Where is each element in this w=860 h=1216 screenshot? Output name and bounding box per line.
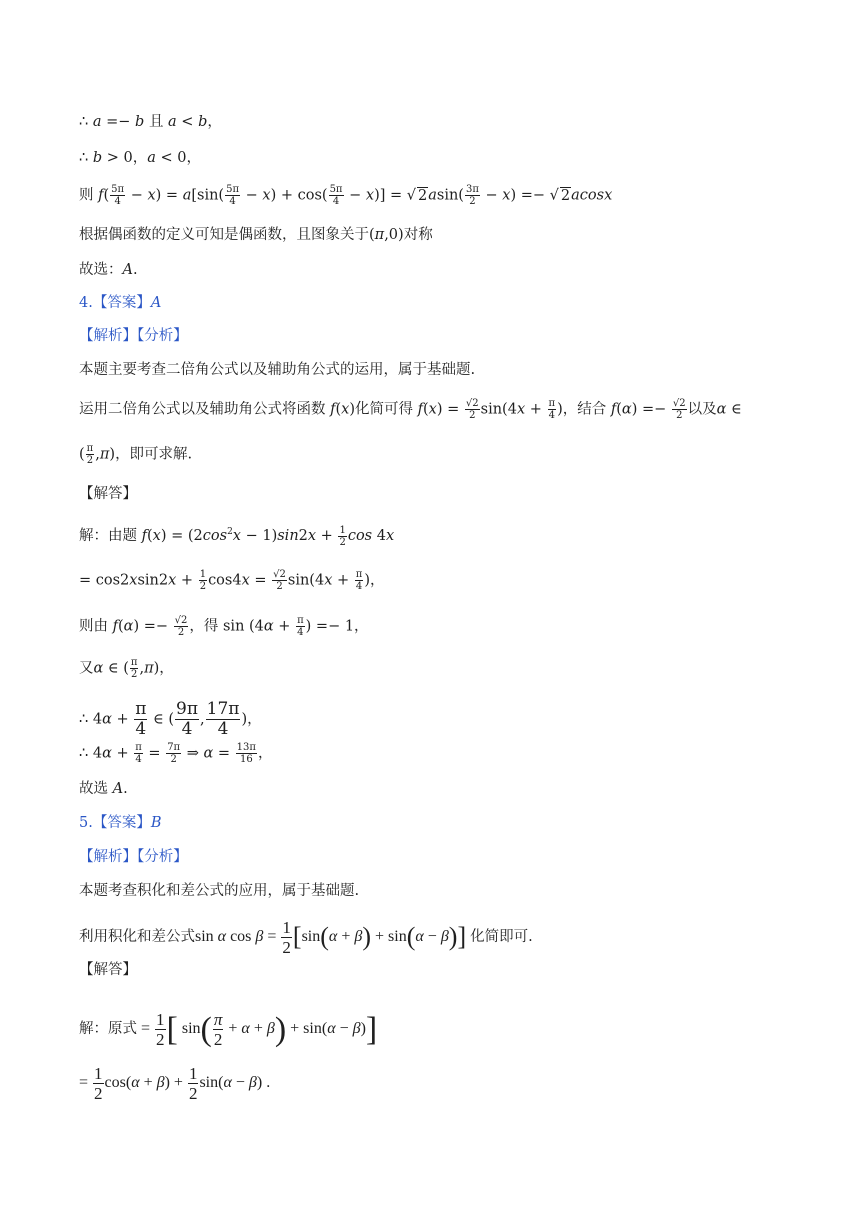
therefore-a-equals-neg-b: ∴ a =− b 且 a < b， bbox=[79, 114, 222, 130]
text-you: 又 bbox=[79, 660, 94, 677]
choose-a-line: 故选：A. bbox=[79, 262, 138, 278]
q4-solution-step2: = cos2xsin2x + $\frac{1}{2}$ cos4x = $\frac{√2}{2}$ sin(4x + $\frac{\pi}{4}$ )， bbox=[79, 569, 385, 592]
q4-choose-a: 故选 A. bbox=[79, 781, 128, 797]
text-choose: 故选： bbox=[79, 262, 123, 278]
q4-answer-label: 4.【答案】 bbox=[79, 295, 151, 311]
q4-solution-heading: 【解答】 bbox=[79, 486, 137, 502]
text-jie-yuanshi: 解：原式 bbox=[79, 1021, 137, 1038]
text-de: ，得 bbox=[189, 618, 219, 635]
q4-method-b: 化简可得 bbox=[355, 401, 414, 418]
q4-solution-step3: 则由 f(α) =− $\frac{√2}{2}$ ，得 sin (4α + $\frac{\pi}{4}$ ) =− 1， bbox=[79, 615, 369, 638]
q5-solution-step1: 解：原式 = $\frac{1}{2}$ [ sin( $\frac{\pi}{2}$ + α + β) + sin(α − β)] bbox=[79, 1010, 378, 1049]
text-jie-youti: 解：由题 bbox=[79, 528, 137, 544]
even-function-note: 根据偶函数的定义可知是偶函数，且图象关于(π,0)对称 bbox=[79, 227, 433, 243]
therefore-b-positive: ∴ b > 0，a < 0， bbox=[79, 150, 201, 166]
q4-method-e: ，即可求解. bbox=[115, 446, 193, 463]
q5-intro: 本题考查积化和差公式的应用，属于基础题. bbox=[79, 883, 360, 899]
equation-f-5pi-4: 则 f( $\frac{5\pi}{4}$ − x) = a[sin( $\frac{5\pi}{4}$ − x) + cos( $\frac{5\pi}{4}$ − x)] = √ 2asin( $\frac{3\pi}{2}$ − x) =− √ 2acosx bbox=[79, 184, 613, 207]
q5-method-a: 利用积化和差公式 bbox=[79, 929, 195, 946]
q4-solution-step6: ∴ 4α + $\frac{\pi}{4}$ = $\frac{7\pi}{2}$ ⇒ α = $\frac{13\pi}{16}$ ， bbox=[79, 742, 273, 765]
q5-answer-label: 5.【答案】 bbox=[79, 815, 151, 831]
q4-solution-step1: 解：由题 $f(x) = (2\cos^2x - 1)\sin 2x$ + $\frac{1}{2}$ cos 4x bbox=[79, 524, 395, 548]
q4-analysis-heading: 【解析】【分析】 bbox=[79, 328, 188, 344]
q5-answer-value: B bbox=[150, 815, 162, 831]
q4-method-d: 以及 bbox=[687, 401, 717, 418]
text-guxuan: 故选 bbox=[79, 781, 108, 797]
q5-solution-step2: = $\frac{1}{2}$ cos(α + β) + $\frac{1}{2}$ sin(α − β) . bbox=[79, 1064, 271, 1103]
q4-solution-step4: 又α ∈ ( $\frac{\pi}{2}$ ,π)， bbox=[79, 657, 174, 680]
q5-method: 利用积化和差公式sin α cos β = $\frac{1}{2}$ [sin(α + β) + sin(α − β)] 化简即可. bbox=[79, 918, 533, 957]
q4-intro: 本题主要考查二倍角公式以及辅助角公式的运用，属于基础题. bbox=[79, 362, 476, 378]
text-even-function: 根据偶函数的定义可知是偶函数，且图象关于 bbox=[79, 227, 369, 243]
q4-answer-heading bbox=[79, 293, 161, 313]
q4-method: 运用二倍角公式以及辅助角公式将函数 f(x)化简可得 f(x) = $\frac{√2}{2}$ sin(4x + $\frac{\pi}{4}$ )，结合 f(α) =− $\frac{√2}{2}$ 以及α ∈ bbox=[79, 398, 742, 421]
q4-answer-value: A bbox=[150, 295, 162, 311]
text-zeyou: 则由 bbox=[79, 618, 108, 635]
q4-solution-step5: ∴ 4α + $\frac{\pi}{4}$ ∈ ( $\frac{9\pi}{4}$ , $\frac{17\pi}{4}$ )， bbox=[79, 699, 262, 739]
text-qie: 且 bbox=[148, 114, 164, 130]
q5-method-b: 化简即可. bbox=[470, 929, 533, 946]
q4-method-a: 运用二倍角公式以及辅助角公式将函数 bbox=[79, 401, 326, 418]
q4-method-cont: ( $\frac{\pi}{2}$ ,π)，即可求解. bbox=[79, 443, 193, 466]
q5-solution-heading: 【解答】 bbox=[79, 962, 137, 978]
q4-method-c: ，结合 bbox=[562, 401, 607, 418]
q5-analysis-heading: 【解析】【分析】 bbox=[79, 849, 188, 865]
q5-answer-heading bbox=[79, 813, 162, 833]
text-symmetric: 对称 bbox=[403, 227, 433, 243]
